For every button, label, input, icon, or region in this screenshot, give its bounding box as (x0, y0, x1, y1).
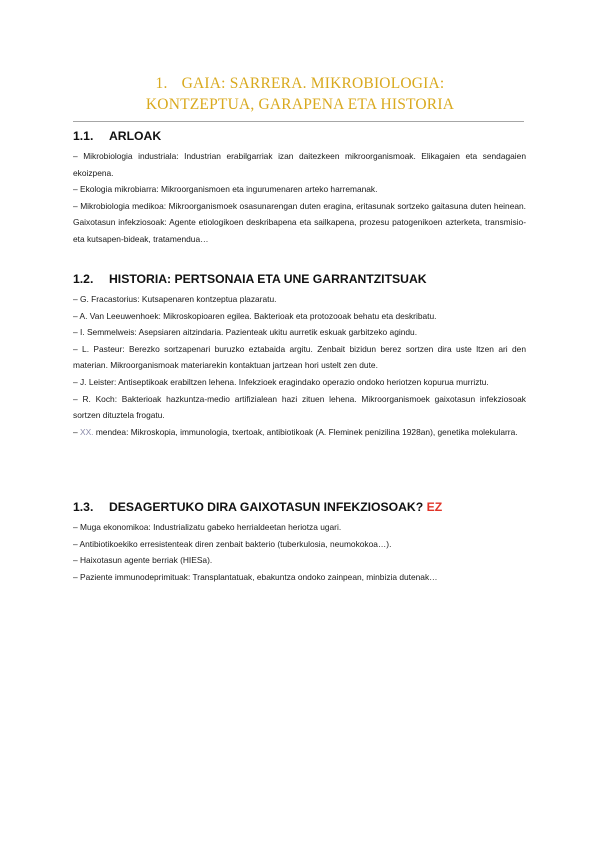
title-text-1: GAIA: SARRERA. MIKROBIOLOGIA: (181, 75, 445, 92)
section-number: 1.1. (73, 129, 94, 143)
list-item: – Mikrobiologia medikoa: Mikroorganismoek osasunarengan duten eragina, eritasunak sortzeko gaitasuna duten heinean. Gaixotasun infekziosoak: Agente etiologikoen deskribapena eta sailkapena, prozesu patogenikoen azterketa, transmisio- eta kutsapen-bideak, tratamendua… (73, 200, 526, 244)
list-item: – Muga ekonomikoa: Industrializatu gabeko herrialdeetan heriotza ugari. (73, 522, 342, 532)
list-item: – Antibiotikoekiko erresistenteak diren zenbait bakterio (tuberkulosia, neumokokoa…). (73, 538, 392, 549)
list-item: – XX. mendea: Mikroskopia, immunologia, txertoak, antibiotikoak (A. Fleminek penizilina 1928an), genetika molekularra. (73, 426, 518, 437)
section-number: 1.2. (73, 272, 94, 286)
section-title: HISTORIA: PERTSONAIA ETA UNE GARRANTZITSUAK (109, 272, 427, 286)
list-item: – L. Pasteur: Berezko sortzapenari buruzko eztabaida argitu. Zenbait bizidun berez sortzen dira uste ltzen ari den materian. Mikroorganismoak materiarekin kontaktuan jartzean hori ustelt zen dute. (73, 343, 526, 371)
document-title (60, 73, 540, 115)
section-number: 1.3. (73, 500, 94, 514)
section-gaixotasunak (73, 500, 526, 585)
list-item: – R. Koch: Bakterioak hazkuntza-medio artifizialean hazi zituen lehena. Mikroorganismoek gaixotasun infekziosoak sortzen dituztela frogatu. (73, 393, 526, 421)
section-list (73, 519, 526, 585)
title-underline (73, 121, 524, 122)
section-title: ARLOAK (109, 129, 162, 143)
list-item: – G. Fracastorius: Kutsapenaren kontzeptua plazaratu. (73, 294, 277, 304)
title-number: 1. (155, 75, 168, 92)
section-arloak (73, 129, 526, 248)
title-line-2: KONTZEPTUA, GARAPENA ETA HISTORIA (145, 96, 455, 113)
list-item: – Ekologia mikrobiarra: Mikroorganismoen eta ingurumenaren arteko harremanak. (73, 184, 378, 195)
section-list (73, 291, 526, 440)
list-item: – A. Van Leeuwenhoek: Mikroskopioaren egilea. Bakterioak eta protozooak behatu eta deskribatu. (73, 310, 437, 321)
section-historia (73, 272, 526, 440)
century-label: XX. (80, 426, 94, 437)
list-item: – J. Leister: Antiseptikoak erabiltzen lehena. Infekzioek eragindako operazio ondoko heriotzen kopurua murriztu. (73, 376, 489, 387)
list-item: – Haixotasun agente berriak (HIESa). (73, 555, 213, 566)
section-list (73, 148, 526, 248)
section-heading (73, 500, 526, 514)
list-item: – Paziente immunodeprimituak: Transplantatuak, ebakuntza ondoko zainpean, minbizia dutenak… (73, 571, 438, 582)
list-item: – I. Semmelweis: Asepsiaren aitzindaria. Pazienteak ukitu aurretik eskuak garbitzeko agindu. (73, 327, 418, 338)
section-heading (73, 129, 526, 143)
section-title: DESAGERTUKO DIRA GAIXOTASUN INFEKZIOSOAK? (109, 500, 424, 514)
section-heading (73, 272, 526, 286)
answer-badge: EZ (426, 500, 443, 514)
title-line-1 (60, 73, 540, 94)
list-item: – Mikrobiologia industriala: Industrian erabilgarriak izan daitezkeen mikroorganismoak. Elikagaien eta sendagaien ekoizpena. (73, 151, 526, 178)
